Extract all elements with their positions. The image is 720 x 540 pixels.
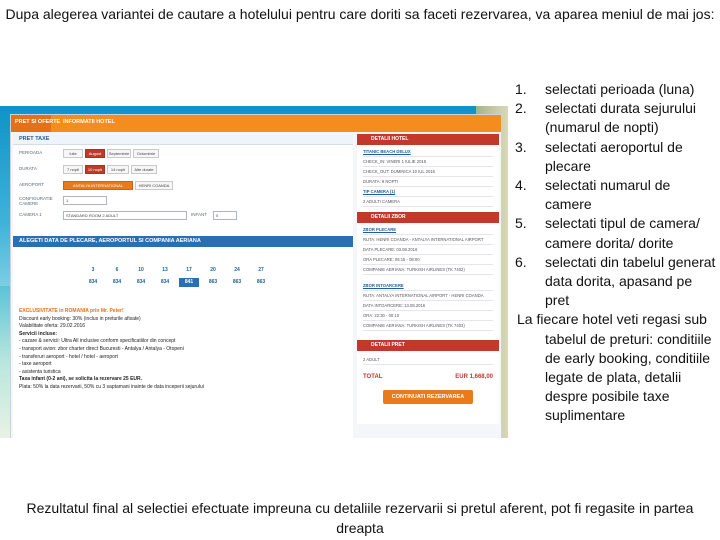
- summary-line: COMPANIE AERIANA: TURKISH AIRLINES (TK 7403): [363, 322, 493, 331]
- summary-line: DATA INTOARCERE: 13.08.2016: [363, 302, 493, 311]
- summary-line: CHECK_OUT: DUMINICA 10 IUL 2016: [363, 168, 493, 177]
- service-line: - asistenta turistica: [19, 368, 61, 375]
- price-section: [13, 134, 353, 438]
- grid-day: 13: [162, 267, 168, 273]
- grid-price[interactable]: 834: [88, 279, 98, 285]
- grid-day: 10: [138, 267, 144, 273]
- booking-summary: [357, 134, 499, 424]
- grid-price[interactable]: 863: [256, 279, 266, 285]
- step-item: [514, 80, 720, 99]
- summary-hotel-name[interactable]: TITANIC BEACH DELUX: [363, 148, 493, 157]
- grid-price[interactable]: 834: [136, 279, 146, 285]
- grid-price-selected[interactable]: 841: [179, 278, 199, 287]
- price-grid: [19, 264, 349, 300]
- page-title: Dupa alegerea variantei de cautare a hotelului pentru care doriti sa faceti rezervarea, va aparea meniul de mai jos:: [5, 6, 715, 22]
- summary-price-heading: DETALII PRET: [357, 340, 499, 351]
- label-room-1: CAMERA 1: [19, 212, 42, 217]
- summary-line: RUTA: ANTALYA INTERNATIONAL AIRPORT - HENRI COANDA: [363, 292, 493, 301]
- grid-day: 17: [186, 267, 192, 273]
- validity-note: Valabilitate oferta: 29.02.2016: [19, 323, 86, 330]
- grid-day: 27: [258, 267, 264, 273]
- step-text: selectati aeroportul de plecare: [545, 138, 683, 174]
- grid-price[interactable]: 863: [232, 279, 242, 285]
- grid-day: 6: [115, 267, 119, 273]
- label-duration: DURATA: [19, 166, 37, 171]
- step-number: 1.: [515, 81, 527, 97]
- total-value: EUR 1,668,00: [455, 374, 493, 380]
- label-infant: INFANT: [191, 212, 208, 217]
- summary-line: DATA PLECARE: 03.08.2016: [363, 246, 493, 255]
- step-text: selectati din tabelul generat data dorita, apasand pe pret: [545, 253, 716, 309]
- step-number: 5.: [515, 215, 527, 232]
- booking-screenshot: [0, 106, 508, 438]
- summary-line: DURATA: 9 NOPTI: [363, 178, 493, 187]
- tab-prices[interactable]: PRET SI OFERTE: [15, 119, 61, 125]
- step-item: [514, 176, 720, 214]
- rooms-count-select[interactable]: 1: [63, 196, 107, 205]
- summary-adults: 2 ADULT: [363, 356, 493, 365]
- summary-flight-heading: DETALII ZBOR: [357, 212, 499, 223]
- summary-return-heading: ZBOR INTOARCERE: [363, 282, 493, 291]
- steps-list: [514, 80, 720, 426]
- summary-line: CHECK_IN: VINERI 1 IULIE 2016: [363, 158, 493, 167]
- offer-details: [19, 308, 349, 392]
- grid-price[interactable]: 863: [208, 279, 218, 285]
- month-chip-selected[interactable]: August: [85, 149, 105, 158]
- duration-chip[interactable]: Alte durate: [131, 165, 157, 174]
- airport-chip-selected[interactable]: ANTALYA INTERNATIONAL AIRPORT: [63, 181, 133, 190]
- exclusive-note: EXCLUSIVITATE in ROMANIA prin Mr. Peter!: [19, 308, 124, 314]
- step-text: selectati numarul de camere: [545, 177, 671, 213]
- step-text: selectati tipul de camera/ camere dorita/ dorite: [545, 215, 700, 251]
- step-number: 6.: [515, 253, 527, 270]
- grid-day: 24: [234, 267, 240, 273]
- grid-price[interactable]: 834: [160, 279, 170, 285]
- summary-hotel-heading: DETALII HOTEL: [357, 134, 499, 145]
- label-period: PERIOADA: [19, 150, 43, 155]
- note-text: tabelul de preturi: conditiile de early booking, conditiile legate de plata, detalii despre posibile taxe suplimentare: [545, 330, 712, 424]
- tab-hotel-info[interactable]: INFORMATII HOTEL: [63, 119, 115, 125]
- note-item: [514, 310, 720, 425]
- duration-chip[interactable]: 7 nopti: [63, 165, 83, 174]
- step-item: [514, 99, 720, 137]
- summary-line: COMPANIE AERIANA: TURKISH AIRLINES (TK 7402): [363, 266, 493, 275]
- summary-line: RUTA: HENRI COANDA - ANTALYA INTERNATIONAL AIRPORT: [363, 236, 493, 245]
- month-chip[interactable]: Iulie: [63, 149, 83, 158]
- grid-price[interactable]: 834: [112, 279, 122, 285]
- summary-outbound-heading: ZBOR PLECARE: [363, 226, 493, 235]
- step-number: 4.: [515, 177, 527, 194]
- month-chip[interactable]: Septembrie: [108, 151, 130, 156]
- step-number: 2.: [515, 100, 527, 117]
- step-text: selectati perioada (luna): [545, 81, 695, 97]
- airport-chip[interactable]: HENRI COANDA: [135, 181, 173, 190]
- total-label: TOTAL: [363, 374, 383, 380]
- infant-select[interactable]: 0: [213, 211, 237, 220]
- summary-line: ORA: 22:30 - 00:10: [363, 312, 493, 321]
- section-prices-heading: PRET TAXE: [13, 134, 353, 145]
- step-item: [514, 214, 720, 252]
- summary-line: 2 ADULTI CAMERA: [363, 198, 493, 207]
- service-line: - taxe aeroport: [19, 361, 52, 368]
- note-lead: La fiecare hotel veti regasi sub: [517, 311, 707, 328]
- payment-note: Plata: 50% la data rezervarii, 50% cu 3 saptamani inainte de data inceperii sejurului: [19, 383, 204, 390]
- grid-day: 3: [91, 267, 95, 273]
- service-line: - transport avion: zbor charter direct Bucuresti - Antalya / Antalya - Otopeni: [19, 345, 184, 352]
- summary-line: TIP CAMERA (1): [363, 188, 493, 197]
- continue-booking-button[interactable]: CONTINUATI REZERVAREA: [383, 390, 473, 404]
- step-item: [514, 138, 720, 176]
- step-item: [514, 253, 720, 311]
- tab-bar: [11, 115, 501, 132]
- step-text: selectati durata sejurului (numarul de nopti): [545, 100, 696, 136]
- early-booking-note: Discount early booking: 30% (inclus in preturile afisate): [19, 315, 141, 322]
- duration-chip[interactable]: 14 nopti: [107, 165, 129, 174]
- grid-day: 20: [210, 267, 216, 273]
- services-heading: Servicii incluse:: [19, 330, 58, 337]
- service-line: - cazare & servicii: Ultra All inclusive conform specificatiilor din concept: [19, 338, 176, 345]
- summary-total: [363, 374, 493, 380]
- infant-tax-note: Taxa infant (0-2 ani), se solicita la rezervare 25 EUR.: [19, 376, 143, 383]
- booking-panel: [10, 114, 502, 438]
- label-room-config: CONFIGURATIE CAMERE: [19, 196, 53, 206]
- room-type-select[interactable]: STANDARD ROOM 2 ADULT: [63, 211, 187, 220]
- duration-chip-selected[interactable]: 10 nopti: [85, 165, 105, 174]
- service-line: - transferuri aeroport - hotel / hotel - aeroport: [19, 353, 118, 360]
- month-chip[interactable]: Octombrie: [133, 149, 159, 158]
- dates-bar: ALEGETI DATA DE PLECARE, AEROPORTUL SI COMPANIA AERIANA: [13, 236, 353, 247]
- step-number: 3.: [515, 138, 527, 155]
- footer-caption: Rezultatul final al selectiei efectuate impreuna cu detaliile rezervarii si pretul aferent, pot fi regasite in partea dreapta: [26, 500, 694, 536]
- label-airport: AEROPORT: [19, 182, 45, 187]
- summary-line: ORA PLECARE: 06:15 - 08:00: [363, 256, 493, 265]
